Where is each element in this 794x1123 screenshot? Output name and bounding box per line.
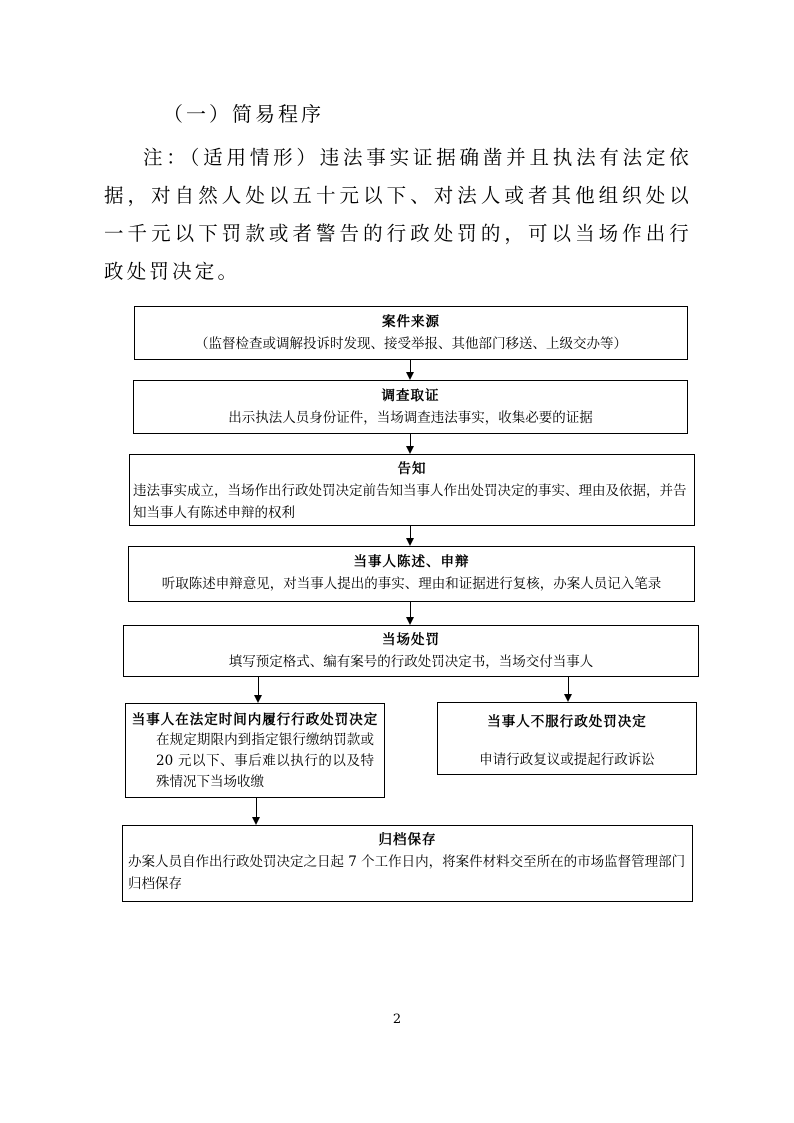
- flow-box-archive: [122, 825, 693, 902]
- flow-box-title: 当事人不服行政处罚决定: [487, 714, 647, 729]
- flow-box-comply-decision: [125, 703, 385, 798]
- flow-box-notification: [129, 454, 695, 526]
- flow-box-title: 案件来源: [382, 314, 440, 329]
- arrow-down-icon: [406, 602, 415, 625]
- flow-box-body: 出示执法人员身份证件，当场调查违法事实，收集必要的证据: [228, 410, 593, 426]
- flow-box-object-decision: [437, 702, 697, 775]
- flow-box-body: 在规定期限内到指定银行缴纳罚款或 20 元以下、事后难以执行的以及特殊情况下当场收缴: [156, 732, 374, 790]
- note-paragraph: 注：（适用情形）违法事实证据确凿并且执法有法定依据，对自然人处以五十元以下、对法人或者其他组织处以一千元以下罚款或者警告的行政处罚的，可以当场作出行政处罚决定。: [104, 146, 692, 283]
- flow-box-case-source: [134, 306, 688, 360]
- flow-box-onsite-penalty: [123, 625, 699, 677]
- flow-box-title: 归档保存: [378, 832, 437, 847]
- section-heading: （一）简易程序: [163, 102, 324, 126]
- flow-box-body: 申请行政复议或提起行政诉讼: [479, 752, 655, 768]
- arrow-down-icon: [564, 677, 573, 702]
- flow-box-body: 填写预定格式、编有案号的行政处罚决定书，当场交付当事人: [228, 654, 594, 670]
- flow-box-body: 办案人员自作出行政处罚决定之日起 7 个工作日内，将案件材料交至所在的市场监督管理部门归档保存: [128, 854, 686, 892]
- flow-box-statement-defense: [128, 546, 695, 602]
- arrow-down-icon: [252, 798, 261, 825]
- flow-box-title: 当事人陈述、申辩: [353, 554, 470, 569]
- arrow-down-icon: [406, 360, 415, 380]
- arrow-down-icon: [406, 434, 415, 454]
- flow-box-title: 当事人在法定时间内履行行政处罚决定: [131, 712, 379, 727]
- flow-box-body: 听取陈述申辩意见，对当事人提出的事实、理由和证据进行复核，办案人员记入笔录: [161, 576, 662, 592]
- arrow-down-icon: [254, 677, 263, 703]
- flow-box-body: 违法事实成立，当场作出行政处罚决定前告知当事人作出处罚决定的事实、理由及依据，并告知当事人有陈述申辩的权利: [133, 483, 687, 521]
- page-number: 2: [392, 1012, 402, 1027]
- flow-box-investigation: [133, 380, 688, 434]
- flow-box-body: （监督检查或调解投诉时发现、接受举报、其他部门移送、上级交办等）: [195, 336, 627, 352]
- flow-box-title: 当场处罚: [382, 632, 440, 647]
- flow-box-title: 告知: [397, 461, 427, 476]
- flow-box-title: 调查取证: [381, 388, 440, 403]
- arrow-down-icon: [406, 526, 415, 546]
